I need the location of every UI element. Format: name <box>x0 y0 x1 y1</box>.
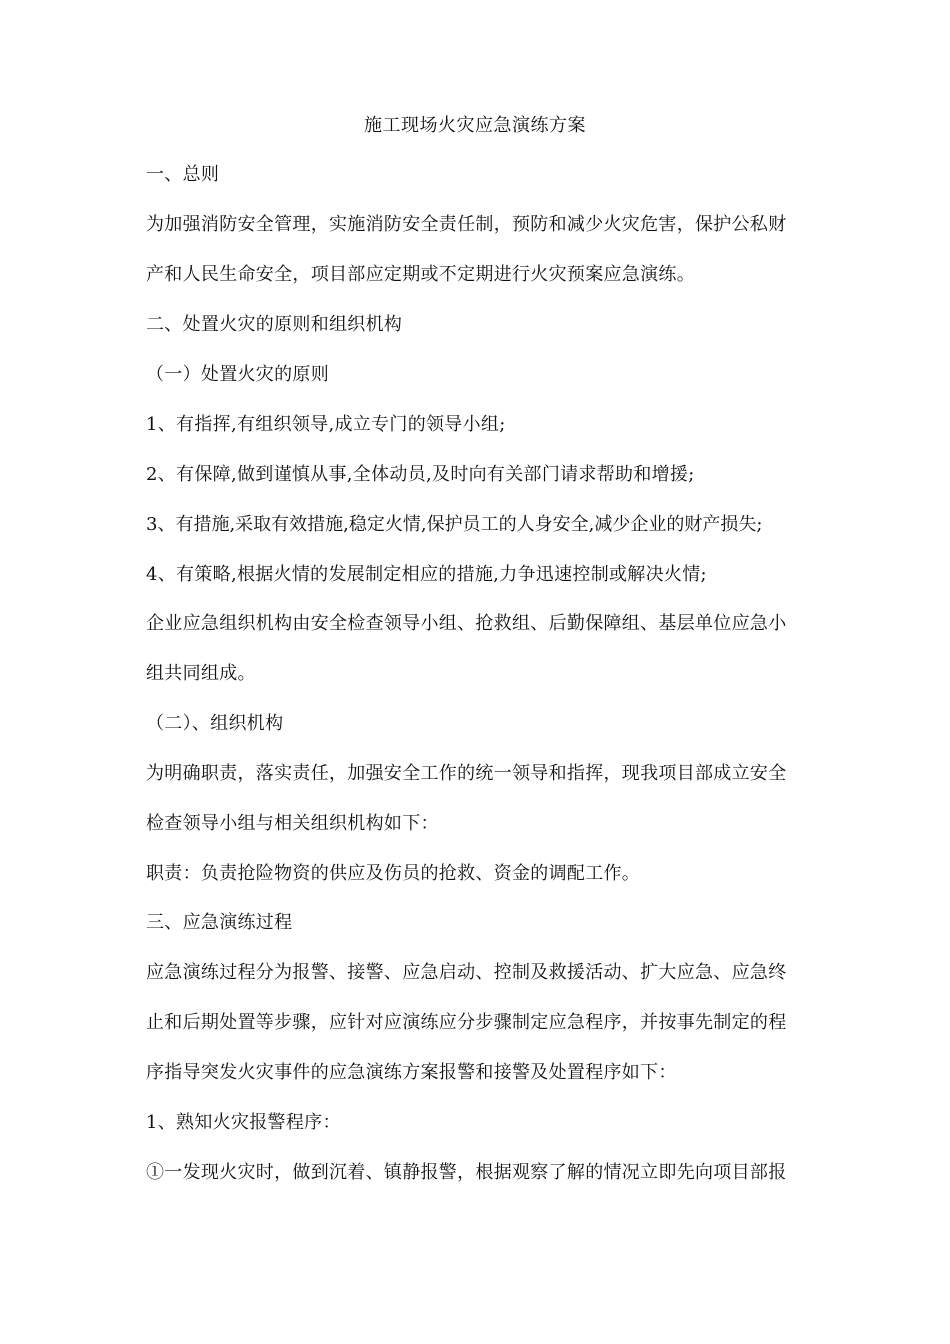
document-title: 施工现场火灾应急演练方案 <box>364 115 586 136</box>
paragraph-line: 为加强消防安全管理，实施消防安全责任制，预防和减少火灾危害，保护公私财 <box>146 214 787 235</box>
paragraph-line: 应急演练过程分为报警、接警、应急启动、控制及救援活动、扩大应急、应急终 <box>146 962 787 983</box>
paragraph-line: 止和后期处置等步骤，应针对应演练应分步骤制定应急程序，并按事先制定的程 <box>146 1012 787 1033</box>
subsection-heading: （一）处置火灾的原则 <box>146 364 329 385</box>
paragraph-line: 组共同组成。 <box>146 663 256 684</box>
section-heading-principles: 二、处置火灾的原则和组织机构 <box>146 314 403 335</box>
list-item: 1、有指挥,有组织领导,成立专门的领导小组; <box>146 414 506 435</box>
section-heading-process: 三、应急演练过程 <box>146 912 293 933</box>
paragraph-line: 检查领导小组与相关组织机构如下： <box>146 813 439 834</box>
section-heading-general: 一、总则 <box>146 164 220 185</box>
paragraph-line: 为明确职责，落实责任，加强安全工作的统一领导和指挥，现我项目部成立安全 <box>146 763 787 784</box>
list-item: 4、有策略,根据火情的发展制定相应的措施,力争迅速控制或解决火情; <box>146 564 707 585</box>
list-item: 3、有措施,采取有效措施,稳定火情,保护员工的人身安全,减少企业的财产损失; <box>146 514 763 535</box>
paragraph-line: 企业应急组织机构由安全检查领导小组、抢救组、后勤保障组、基层单位应急小 <box>146 613 787 634</box>
paragraph-line: ①一发现火灾时，做到沉着、镇静报警，根据观察了解的情况立即先向项目部报 <box>146 1162 787 1183</box>
list-item: 2、有保障,做到谨慎从事,全体动员,及时向有关部门请求帮助和增援; <box>146 464 695 485</box>
paragraph-line: 序指导突发火灾事件的应急演练方案报警和接警及处置程序如下： <box>146 1062 677 1083</box>
subsection-heading: （二）、组织机构 <box>146 713 284 734</box>
paragraph-line: 职责：负责抢险物资的供应及伤员的抢救、资金的调配工作。 <box>146 863 641 884</box>
list-item: 1、熟知火灾报警程序： <box>146 1112 341 1133</box>
paragraph-line: 产和人民生命安全，项目部应定期或不定期进行火灾预案应急演练。 <box>146 264 695 285</box>
